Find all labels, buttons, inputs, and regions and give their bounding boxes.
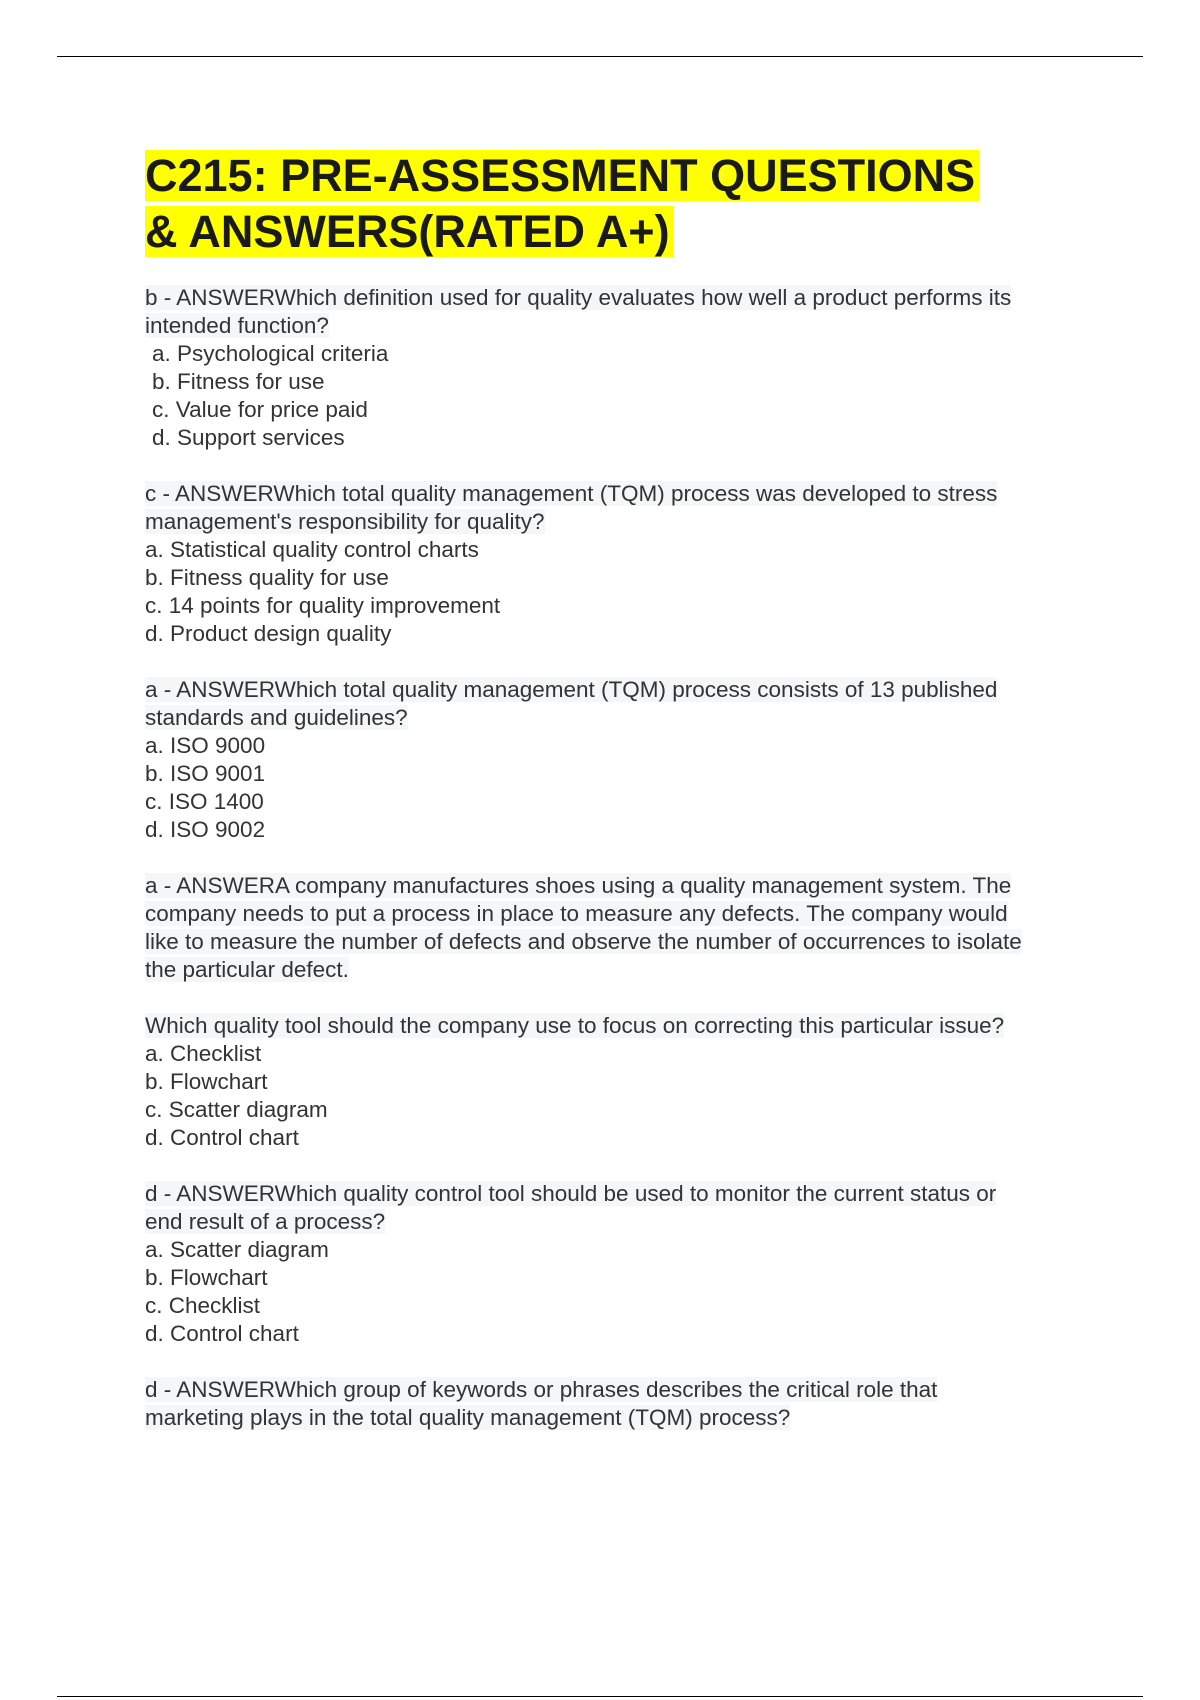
question-line: a - ANSWERWhich total quality management (TQM) process consists of 13 published: [145, 677, 998, 702]
question-line: marketing plays in the total quality management (TQM) process?: [145, 1405, 791, 1430]
question-line: company needs to put a process in place to measure any defects. The company would: [145, 901, 1008, 926]
answer-option: a. Psychological criteria: [152, 341, 389, 366]
answer-option: b. Flowchart: [145, 1069, 268, 1094]
question-block-1: [145, 284, 1090, 452]
question-text: [145, 1376, 1090, 1432]
answer-option: b. Fitness for use: [152, 369, 325, 394]
question-line: c - ANSWERWhich total quality management (TQM) process was developed to stress: [145, 481, 998, 506]
question-line: d - ANSWERWhich group of keywords or phrases describes the critical role that: [145, 1377, 938, 1402]
question-text: [145, 284, 1090, 340]
answer-option: a. ISO 9000: [145, 733, 266, 758]
bottom-rule: [57, 1696, 1143, 1697]
answer-option: a. Statistical quality control charts: [145, 537, 479, 562]
answer-option: c. Value for price paid: [152, 397, 368, 422]
answer-option: b. ISO 9001: [145, 761, 266, 786]
question-block-4-options: [145, 1012, 1090, 1152]
answer-option: d. ISO 9002: [145, 817, 266, 842]
question-text: [145, 480, 1090, 536]
question-line: the particular defect.: [145, 957, 349, 982]
title-line-2: & ANSWERS(RATED A+): [145, 206, 674, 257]
document-body: [145, 148, 1090, 1460]
answer-option: c. Scatter diagram: [145, 1097, 328, 1122]
answer-option: c. ISO 1400: [145, 789, 264, 814]
answer-option: d. Control chart: [145, 1321, 299, 1346]
question-line: end result of a process?: [145, 1209, 386, 1234]
document-title: [145, 148, 1090, 260]
answer-option: d. Control chart: [145, 1125, 299, 1150]
question-block-6: [145, 1376, 1090, 1432]
question-block-3: [145, 676, 1090, 844]
question-text: [145, 676, 1090, 732]
question-line: b - ANSWERWhich definition used for quality evaluates how well a product performs its: [145, 285, 1012, 310]
answer-option: b. Fitness quality for use: [145, 565, 389, 590]
answer-option: d. Support services: [152, 425, 345, 450]
question-line: intended function?: [145, 313, 329, 338]
title-line-1: C215: PRE-ASSESSMENT QUESTIONS: [145, 150, 979, 201]
answer-option: c. Checklist: [145, 1293, 261, 1318]
answer-option: a. Checklist: [145, 1041, 262, 1066]
question-text: [145, 1180, 1090, 1236]
question-line: like to measure the number of defects and observe the number of occurrences to isolate: [145, 929, 1022, 954]
question-block-4-scenario: [145, 872, 1090, 984]
question-block-2: [145, 480, 1090, 648]
top-rule: [57, 56, 1143, 57]
answer-option: d. Product design quality: [145, 621, 392, 646]
question-line: a - ANSWERA company manufactures shoes using a quality management system. The: [145, 873, 1012, 898]
question-line: d - ANSWERWhich quality control tool should be used to monitor the current status or: [145, 1181, 997, 1206]
question-text: [145, 1012, 1090, 1040]
question-line: management's responsibility for quality?: [145, 509, 545, 534]
question-line: standards and guidelines?: [145, 705, 408, 730]
answer-option: c. 14 points for quality improvement: [145, 593, 501, 618]
answer-option: b. Flowchart: [145, 1265, 268, 1290]
question-block-5: [145, 1180, 1090, 1348]
question-line: Which quality tool should the company use to focus on correcting this particular issue?: [145, 1013, 1005, 1038]
question-text: [145, 872, 1090, 984]
answer-option: a. Scatter diagram: [145, 1237, 329, 1262]
